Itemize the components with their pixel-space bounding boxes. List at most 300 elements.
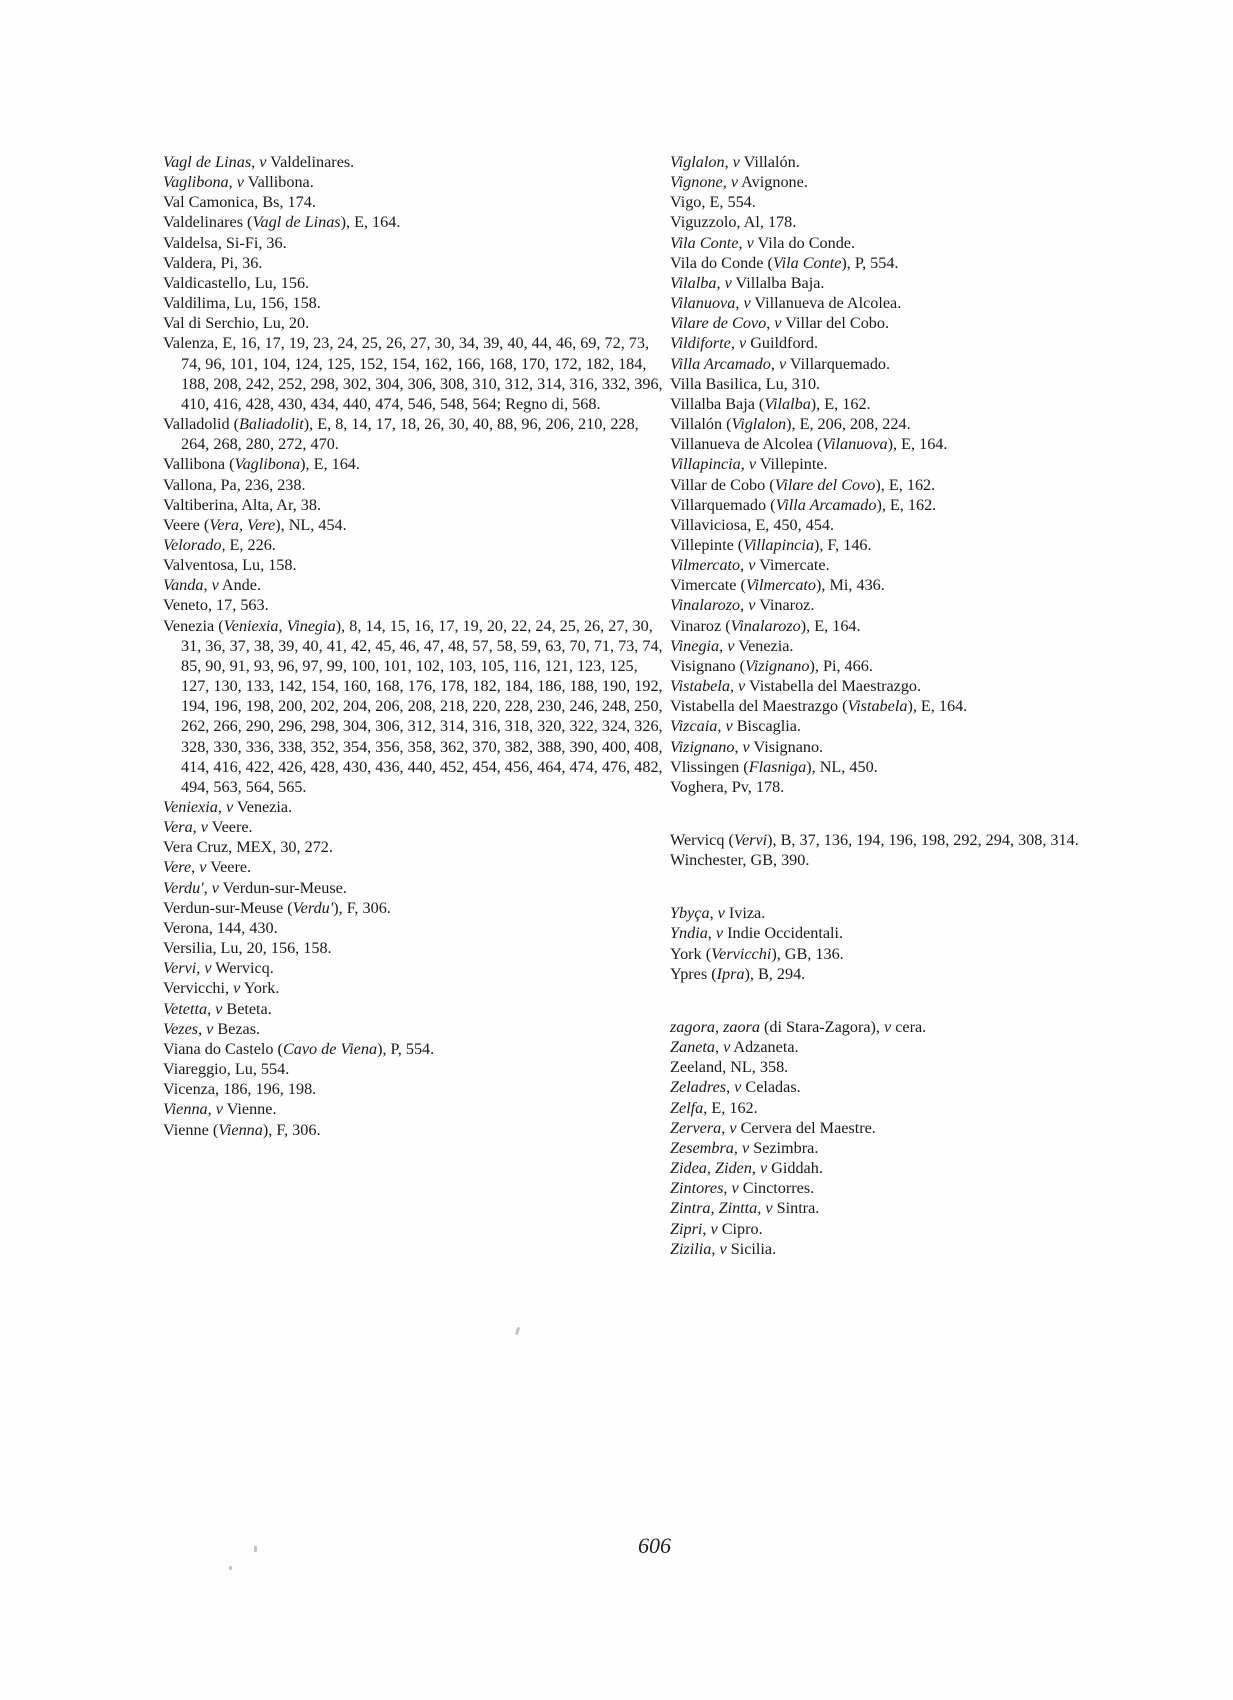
index-entry-text: Vigo, E, 554. — [670, 193, 756, 212]
index-entry — [670, 850, 1170, 870]
index-entry-text: Venezia. — [233, 798, 293, 816]
index-entry-text: Villaviciosa, E, 450, 454. — [670, 515, 835, 534]
index-entry-italic-text: Zipri — [670, 1219, 703, 1238]
index-entry-text: , — [730, 334, 739, 353]
index-entry-text: Viana do Castelo ( — [163, 1039, 283, 1058]
index-entry-text: , — [207, 1100, 216, 1119]
index-entry-text: ), GB, 136. — [771, 944, 844, 963]
index-entry — [670, 737, 1170, 757]
index-entry-text: Vistabella del Maestrazgo. — [745, 677, 922, 696]
index-entry-italic-text: Cavo de Viena — [282, 1039, 378, 1058]
index-entry-text: Villalba Baja ( — [670, 394, 765, 413]
index-entry — [670, 394, 1170, 414]
index-letter-group — [670, 1017, 1170, 1259]
index-entry-text: Vila do Conde ( — [670, 253, 773, 272]
index-entry-text: Valdelinares. — [266, 153, 355, 171]
index-letter-group — [670, 152, 1170, 797]
index-entry — [163, 616, 663, 797]
index-entry-italic-text: v — [215, 1100, 223, 1119]
index-entry-text: , — [766, 314, 775, 333]
index-entry-italic-text: v — [732, 153, 740, 171]
index-entry-text: Vallibona ( — [163, 455, 235, 474]
index-entry — [163, 1059, 663, 1079]
index-entry-italic-text: v — [717, 904, 725, 923]
index-entry-text: ), F, 306. — [262, 1120, 321, 1139]
index-entry-italic-text: Vilmercato — [745, 576, 816, 595]
print-speck — [254, 1546, 257, 1552]
index-entry-text: Wervicq. — [211, 959, 274, 978]
index-entry-italic-text: Vera — [163, 818, 193, 837]
index-entry-text: Veere. — [207, 818, 253, 837]
index-entry-text: Sicilia. — [726, 1239, 777, 1258]
index-entry-text: Valdera, Pi, 36. — [163, 253, 263, 272]
index-entry-text: Villarquemado ( — [670, 495, 776, 514]
index-entry-text: ), E, 164. — [300, 455, 360, 474]
index-entry — [163, 837, 663, 857]
index-entry-text: , — [251, 153, 260, 171]
index-entry-italic-text: Baliadolit — [238, 415, 304, 434]
index-entry-text: Valtiberina, Alta, Ar, 38. — [163, 495, 322, 514]
index-entry-italic-text: zagora, zaora — [670, 1017, 760, 1036]
index-entry-italic-text: v — [727, 636, 735, 655]
index-entry-text: Indie Occidentali. — [723, 924, 844, 943]
index-entry-italic-text: Yndia — [670, 924, 708, 943]
index-entry-text: Ande. — [218, 576, 262, 595]
index-entry-text: ), B, 37, 136, 194, 196, 198, 292, 294, 308, 314. — [767, 831, 1079, 849]
index-entry-text: Vimercate. — [755, 556, 830, 575]
index-entry-italic-text: Vilare de Covo — [670, 314, 767, 333]
index-entry-italic-text: Vaglibona — [234, 455, 301, 474]
index-entry-italic-text: Zintores — [670, 1179, 724, 1198]
index-entry-italic-text: Veniexia — [163, 798, 218, 816]
index-entry-text: ), NL, 450. — [806, 757, 878, 776]
index-entry-italic-text: Vervi — [733, 831, 768, 849]
index-entry-text: Villa Basilica, Lu, 310. — [670, 374, 821, 393]
index-entry — [163, 595, 663, 615]
index-entry-text: , — [719, 636, 728, 655]
index-entry-italic-text: v — [746, 233, 754, 252]
index-entry — [163, 233, 663, 253]
index-entry — [670, 434, 1170, 454]
index-entry — [163, 293, 663, 313]
index-entry-text: , — [729, 677, 739, 696]
index-entry-text: , E, 226. — [221, 535, 276, 554]
index-entry — [670, 656, 1170, 676]
index-entry-italic-text: v — [725, 717, 733, 736]
index-entry-text: , — [724, 153, 733, 171]
index-entry-text: Visignano. — [749, 737, 824, 756]
index-entry — [163, 878, 663, 898]
index-entry — [163, 1039, 663, 1059]
index-entry-italic-text: Villapincia — [743, 535, 814, 554]
index-entry-italic-text: Vanda — [163, 576, 204, 595]
index-entry — [163, 938, 663, 958]
index-entry-italic-text: Vinalarozo — [670, 596, 741, 615]
page-number: 606 — [638, 1533, 671, 1558]
index-entry — [670, 172, 1170, 192]
index-entry-text: , — [757, 1199, 766, 1218]
index-entry-italic-text: v — [215, 999, 223, 1018]
index-entry-text: Versilia, Lu, 20, 156, 158. — [163, 939, 332, 958]
index-entry — [670, 1198, 1170, 1218]
index-entry-text: Vistabella del Maestrazgo ( — [670, 697, 848, 716]
index-entry-text: Venezia. — [734, 636, 794, 655]
index-entry-italic-text: Zaneta — [670, 1038, 715, 1057]
index-entry-text: Vila do Conde. — [753, 233, 856, 252]
index-entry — [670, 293, 1170, 313]
index-entry — [163, 414, 663, 454]
index-entry-italic-text: v — [724, 273, 732, 292]
index-entry-text: Verdun-sur-Meuse. — [218, 878, 347, 897]
index-entry-text: Vallona, Pa, 236, 238. — [163, 475, 306, 494]
index-entry-text: ), F, 146. — [813, 535, 872, 554]
index-entry-text: Villarquemado. — [786, 354, 891, 373]
index-entry — [163, 212, 663, 232]
index-entry-italic-text: v — [731, 1179, 739, 1198]
index-entry-text: Sintra. — [772, 1199, 820, 1218]
index-entry — [670, 1118, 1170, 1138]
index-entry — [163, 535, 663, 555]
index-entry-text: ), E, 164. — [887, 435, 948, 454]
index-entry — [670, 212, 1170, 232]
index-entry-text: , — [714, 1038, 724, 1057]
index-entry-italic-text: Verdu' — [292, 898, 334, 917]
index-entry-text: Veneto, 17, 563. — [163, 596, 269, 615]
index-entry-text: , — [217, 798, 226, 816]
index-entry-italic-text: Vilalba — [764, 394, 811, 413]
index-entry-text: , — [740, 596, 749, 615]
index-letter-group — [670, 903, 1170, 984]
index-entry-text: , — [717, 717, 726, 736]
index-entry-text: ), E, 206, 208, 224. — [786, 415, 911, 434]
index-entry-text: ), E, 8, 14, 17, 18, 26, 30, 40, 88, 96, 206, 210, 228, 264, 268, 280, 272, 470. — [181, 415, 639, 454]
index-entry — [670, 696, 1170, 716]
index-entry-text: ), NL, 454. — [275, 515, 347, 534]
index-entry — [670, 1098, 1170, 1118]
index-entry-text: Villanueva de Alcolea ( — [670, 435, 823, 454]
index-entry — [670, 192, 1170, 212]
index-entry-text: , — [203, 878, 212, 897]
index-entry-text: Vera Cruz, MEX, 30, 272. — [163, 838, 333, 857]
index-entry-text: , — [721, 1118, 730, 1137]
index-entry-italic-text: v — [225, 798, 234, 816]
index-entry-text: Voghera, Pv, 178. — [670, 777, 785, 796]
index-entry-text: , — [734, 737, 743, 756]
index-entry — [670, 495, 1170, 515]
index-entry — [163, 273, 663, 293]
index-entry-italic-text: v — [738, 334, 747, 353]
index-entry-italic-text: v — [200, 818, 208, 837]
index-entry-text: ), Pi, 466. — [809, 656, 873, 675]
index-entry-italic-text: Villapincia — [670, 455, 741, 474]
index-entry-italic-text: Vienna — [218, 1120, 263, 1139]
index-entry-text: Valventosa, Lu, 158. — [163, 556, 297, 575]
index-entry-text: ), B, 294. — [744, 964, 806, 983]
index-entry-italic-text: v — [204, 959, 212, 978]
index-entry-text: , — [702, 1219, 711, 1238]
index-entry-text: ), E, 164. — [800, 616, 861, 635]
index-entry-text: , — [707, 924, 716, 943]
index-entry-italic-text: Vilalba — [670, 273, 717, 292]
index-entry — [670, 636, 1170, 656]
index-entry-italic-text: Vinegia — [670, 636, 720, 655]
index-entry-italic-text: v — [715, 924, 724, 943]
index-entry-text: Visignano ( — [670, 656, 746, 675]
index-entry-text: Giddah. — [767, 1159, 823, 1178]
index-entry-text: Val di Serchio, Lu, 20. — [163, 314, 310, 333]
index-entry-text: Vinaroz. — [755, 596, 815, 615]
index-entry-text: cera. — [891, 1017, 927, 1036]
index-entry-text: Villalón ( — [670, 415, 732, 434]
index-entry — [670, 676, 1170, 696]
index-entry-italic-text: Vistabela — [670, 677, 730, 696]
index-entry-italic-text: Vila Conte — [670, 233, 739, 252]
index-entry — [670, 1138, 1170, 1158]
index-entry-text: ), E, 164. — [907, 697, 968, 716]
index-entry-italic-text: v — [774, 314, 782, 333]
index-entry-text: Bezas. — [213, 1019, 261, 1038]
index-entry — [670, 313, 1170, 333]
index-entry-italic-text: Villa Arcamado — [775, 495, 877, 514]
index-entry-text: Villalón. — [739, 153, 800, 171]
index-entry-text: Villepinte ( — [670, 535, 744, 554]
index-entry-italic-text: Viglalon — [731, 415, 787, 434]
index-entry-text: Sezimbra. — [749, 1138, 819, 1157]
index-entry-text: , — [192, 818, 201, 837]
index-entry — [163, 172, 663, 192]
index-entry — [670, 535, 1170, 555]
index-entry-text: Guildford. — [746, 334, 819, 353]
index-entry-italic-text: v — [233, 979, 241, 998]
index-entry — [163, 454, 663, 474]
index-entry-text: Vienne. — [222, 1100, 277, 1119]
index-entry-italic-text: v — [742, 737, 750, 756]
index-entry-italic-text: Ipra — [716, 964, 745, 983]
index-entry-text: Beteta. — [222, 999, 272, 1018]
index-entry — [163, 575, 663, 595]
index-entry-text: Avignone. — [738, 173, 808, 192]
index-entry-text: Vinaroz ( — [670, 616, 731, 635]
index-entry-italic-text: v — [884, 1017, 892, 1036]
index-entry-italic-text: v — [729, 1118, 737, 1137]
index-entry — [670, 1057, 1170, 1077]
index-entry-text: Verona, 144, 430. — [163, 918, 278, 937]
index-entry-text: ), P, 554. — [841, 253, 899, 272]
index-entry-text: Valdelinares ( — [163, 213, 253, 232]
index-entry — [163, 253, 663, 273]
index-entry-italic-text: v — [211, 878, 219, 897]
index-entry-italic-text: v — [730, 173, 739, 192]
index-entry — [670, 777, 1170, 797]
index-entry-text: Ypres ( — [670, 964, 717, 983]
index-entry — [670, 414, 1170, 434]
index-entry-italic-text: v — [748, 455, 757, 474]
index-entry-text: , — [738, 233, 747, 252]
index-entry-italic-text: Vaglibona — [163, 173, 229, 192]
index-entry-italic-text: Zintra, Zintta — [670, 1199, 758, 1218]
index-entry-text: Viareggio, Lu, 554. — [163, 1060, 290, 1079]
index-entry-text: ), Mi, 436. — [816, 576, 885, 595]
index-entry-italic-text: v — [719, 1239, 727, 1258]
index-entry-italic-text: Vilmercato — [670, 556, 741, 575]
index-entry-text: Cipro. — [717, 1219, 763, 1238]
index-entry — [163, 1019, 663, 1039]
index-entry-text: Villar de Cobo ( — [670, 475, 775, 494]
index-entry-text: ), E, 164. — [340, 213, 401, 232]
index-entry-text: York ( — [670, 944, 712, 963]
index-entry — [670, 923, 1170, 943]
index-entry — [670, 354, 1170, 374]
index-entry-italic-text: v — [759, 1159, 768, 1178]
index-entry-text: Celadas. — [741, 1078, 801, 1097]
index-entry-text: Valdicastello, Lu, 156. — [163, 273, 310, 292]
index-entry-italic-text: v — [211, 576, 219, 595]
index-entry — [670, 374, 1170, 394]
index-entry — [163, 333, 663, 414]
index-entry — [670, 757, 1170, 777]
index-entry-italic-text: Veniexia, Vinegia — [223, 616, 336, 635]
index-entry-text: , — [207, 999, 216, 1018]
index-entry — [670, 152, 1170, 172]
index-entry-text: , — [740, 455, 749, 474]
index-entry-text: Vervicchi, — [163, 979, 234, 998]
index-entry-italic-text: Zesembra — [670, 1138, 734, 1157]
index-entry — [670, 515, 1170, 535]
index-entry — [670, 830, 1170, 850]
index-entry-italic-text: Vizignano — [745, 656, 810, 675]
index-entry — [670, 233, 1170, 253]
index-entry-italic-text: Zervera — [670, 1118, 722, 1137]
index-entry-italic-text: v — [778, 354, 787, 373]
index-entry-italic-text: Vera, Vere — [209, 515, 276, 534]
index-entry — [163, 1079, 663, 1099]
index-entry-italic-text: Vervicchi — [711, 944, 772, 963]
index-entry-italic-text: Ybyça — [670, 904, 710, 923]
index-entry-italic-text: Viglalon — [670, 153, 725, 171]
print-speck — [229, 1566, 232, 1570]
index-entry-italic-text: v — [259, 153, 267, 171]
index-entry-text: Viguzzolo, Al, 178. — [670, 213, 797, 232]
index-entry-text: Villalba Baja. — [731, 273, 825, 292]
index-entry-text: , — [191, 858, 200, 877]
index-entry-italic-text: v — [765, 1199, 773, 1218]
index-entry-text: Venezia ( — [163, 616, 224, 635]
index-entry-italic-text: v — [723, 1038, 731, 1057]
index-entry-italic-text: Vagl de Linas — [163, 153, 252, 171]
section-gap — [670, 797, 1170, 830]
index-entry-italic-text: Vistabela — [847, 697, 908, 716]
index-entry — [670, 1037, 1170, 1057]
index-entry — [670, 1077, 1170, 1097]
index-entry-text: Villanueva de Alcolea. — [750, 294, 902, 313]
index-entry-text: Verdun-sur-Meuse ( — [163, 898, 293, 917]
index-entry — [163, 797, 663, 817]
index-entry — [163, 999, 663, 1019]
index-entry-italic-text: Zidea, Ziden — [670, 1159, 752, 1178]
index-entry-italic-text: Velorado — [163, 535, 222, 554]
index-entry-text: , — [770, 354, 779, 373]
index-entry-text: Vimercate ( — [670, 576, 746, 595]
index-entry-text: , — [198, 1019, 207, 1038]
index-entry-italic-text: Zeladres — [670, 1078, 727, 1097]
index-entry-text: (di Stara-Zagora), — [759, 1017, 884, 1036]
index-entry-text: Cervera del Maestre. — [736, 1118, 876, 1137]
index-entry-text: , — [733, 1138, 742, 1157]
index-entry-italic-text: Vezes — [163, 1019, 199, 1038]
index-entry-text: Valenza, E, 16, 17, 19, 23, 24, 25, 26, 27, 30, 34, 39, 40, 44, 46, 69, 72, 73, 74, 96, 101, 104, 124, 125, 152, 154, 162, 166, 168, 170, 172, 182, 184, 188, 208, 242, 252, 298, 302, 304, 306, 308, 310, 312, 314, 316, 332, 396, 410, 416, 428, 430, 434, 440, 474, 546, 548, 564; Regno di, 568. — [163, 334, 663, 413]
index-entry-text: , E, 162. — [703, 1098, 758, 1117]
index-entry — [670, 616, 1170, 636]
index-entry-italic-text: Vilanuova — [670, 294, 736, 313]
index-entry-italic-text: v — [741, 1138, 750, 1157]
index-entry-text: Vicenza, 186, 196, 198. — [163, 1080, 317, 1099]
index-entry — [670, 1158, 1170, 1178]
index-entry-italic-text: Vagl de Linas — [252, 213, 341, 232]
index-entry — [163, 1120, 663, 1140]
index-entry-text: York. — [240, 979, 280, 998]
index-entry-italic-text: v — [748, 556, 756, 575]
index-entry-italic-text: v — [710, 1219, 718, 1238]
index-entry-text: Zeeland, NL, 358. — [670, 1058, 789, 1077]
index-entry-text: Valdelsa, Si-Fi, 36. — [163, 233, 287, 252]
index-entry-text: , — [723, 1179, 732, 1198]
index-entry-italic-text: Vizignano — [670, 737, 735, 756]
index-entry-text: Wervicq ( — [670, 831, 734, 849]
index-letter-group — [670, 830, 1170, 870]
index-entry — [163, 918, 663, 938]
index-entry-italic-text: Zelfa — [670, 1098, 704, 1117]
index-entry — [163, 313, 663, 333]
index-entry — [670, 964, 1170, 984]
index-entry — [163, 898, 663, 918]
index-entry-italic-text: v — [748, 596, 756, 615]
index-entry-text: ), P, 554. — [377, 1039, 435, 1058]
index-entry — [163, 495, 663, 515]
index-entry-italic-text: Flasniga — [748, 757, 807, 776]
print-speck — [515, 1327, 521, 1336]
index-entry-text: ), F, 306. — [333, 898, 391, 917]
index-entry-text: , — [228, 173, 237, 192]
index-entry — [670, 253, 1170, 273]
index-entry-italic-text: Zizilia — [670, 1239, 712, 1258]
index-entry-italic-text: v — [199, 858, 207, 877]
index-entry-text: Vlissingen ( — [670, 757, 749, 776]
index-entry-italic-text: Vignone — [670, 173, 723, 192]
index-entry — [163, 475, 663, 495]
index-entry-text: , — [716, 273, 725, 292]
index-entry-text: Valdilima, Lu, 156, 158. — [163, 294, 321, 313]
index-entry-italic-text: v — [734, 1078, 742, 1097]
index-entry-text: , — [711, 1239, 720, 1258]
index-entry-italic-text: v — [743, 294, 751, 313]
index-entry-text: , — [726, 1078, 735, 1097]
index-entry — [670, 1239, 1170, 1259]
index-entry — [670, 1178, 1170, 1198]
index-entry-italic-text: Villa Arcamado — [670, 354, 771, 373]
index-entry — [163, 857, 663, 877]
index-entry — [670, 1017, 1170, 1037]
index-entry — [163, 555, 663, 575]
index-entry — [670, 454, 1170, 474]
section-gap — [670, 984, 1170, 1017]
index-entry-text: , — [722, 173, 731, 192]
index-entry-text: , — [203, 576, 212, 595]
index-entry-text: Cinctorres. — [738, 1179, 815, 1198]
index-entry-italic-text: Vetetta — [163, 999, 208, 1018]
index-entry — [670, 555, 1170, 575]
index-entry-italic-text: Vere — [163, 858, 192, 877]
index-entry-text: Iviza. — [724, 904, 766, 923]
